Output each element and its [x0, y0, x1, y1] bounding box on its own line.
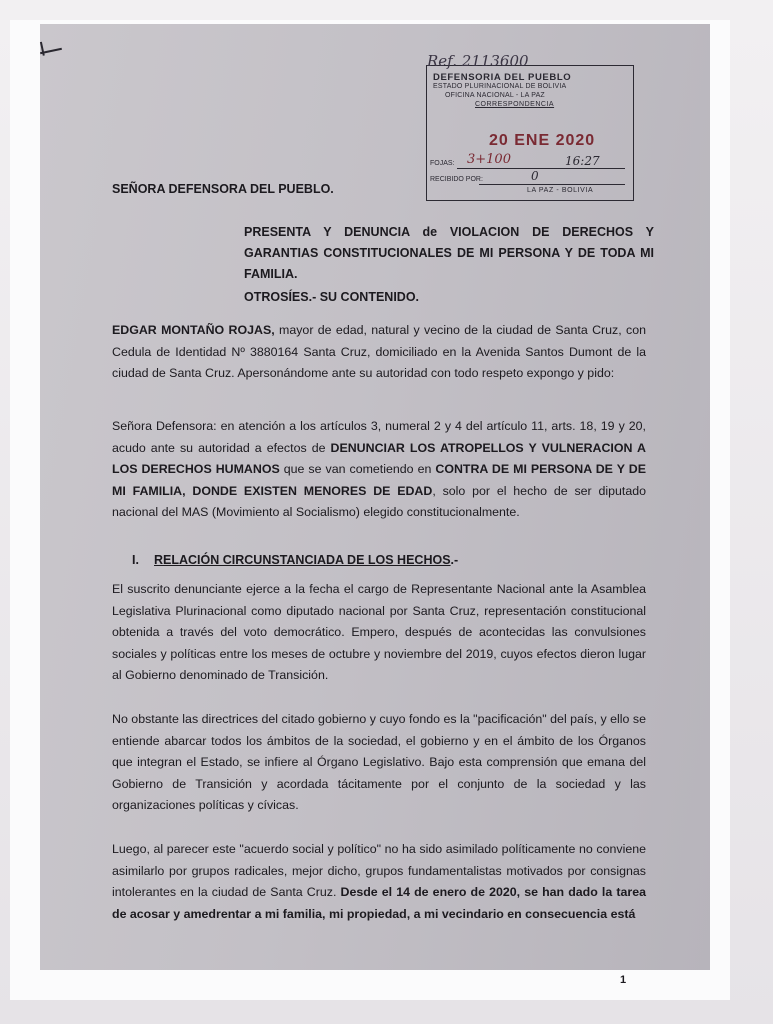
- subject-rest: VIOLACION DE DERECHOS Y GARANTIAS CONSTITUCIONALES DE MI PERSONA Y DE TODA MI FAMILIA.: [244, 225, 654, 281]
- paragraph-identity: [112, 320, 646, 385]
- request-text-2: que se van cometiendo en: [279, 462, 436, 477]
- stamp-state: ESTADO PLURINACIONAL DE BOLIVIA: [433, 83, 567, 90]
- paragraph-facts-1: El suscrito denunciante ejerce a la fecha el cargo de Representante Nacional ante la Asamblea Legislativa Plurinacional como diputado nacional por Santa Cruz, representación constitucional obtenida a través del voto democrático. Empero, después de acontecidas las convulsiones sociales y políticas entre los meses de octubre y noviembre del 2019, cuyos efectos dieron lugar al Gobierno denominado de Transición.: [112, 582, 646, 683]
- stamp-fojas-label: FOJAS:: [430, 160, 455, 167]
- request-bold-2: CONTRA DE MI PERSONA DE Y DE MI FAMILIA, DONDE EXISTEN MENORES DE EDAD: [112, 462, 646, 498]
- paragraph-request: [112, 416, 646, 524]
- facts-3-text: Luego, al parecer este "acuerdo social y político" no ha sido asimilado políticamente no conviene asimilarlo por grupos radicales, mejor dicho, grupos fundamentalistas motivados por consignas intolerantes en la ciudad de Santa Cruz.: [112, 842, 646, 900]
- complainant-name: EDGAR MONTAÑO ROJAS,: [112, 323, 275, 337]
- stamp-institution: DEFENSORIA DEL PUEBLO: [433, 72, 572, 83]
- subject-pre: PRESENTA Y DENUNCIA: [244, 225, 410, 239]
- request-text-3: , solo por el hecho de ser diputado nacional del MAS (Movimiento al Socialismo) elegido constitucionalmente.: [112, 483, 647, 520]
- stamp-fojas-value: 3+100: [467, 152, 511, 167]
- facts-3-bold: Desde el 14 de enero de 2020, se han dado la tarea de acosar y amedrentar a mi familia, mi propiedad, a mi vecindario en consecuencia está: [112, 885, 646, 921]
- stamp-dept: CORRESPONDENCIA: [475, 101, 555, 108]
- document-body: [40, 24, 710, 986]
- page-number: 1: [620, 974, 627, 986]
- paragraph-facts-2: No obstante las directrices del citado gobierno y cuyo fondo es la "pacificación" del país, y ello se entiende abarcar todos los ámbitos de la sociedad, el gobierno y en el ámbito de los Órganos que integran el Estado, se infiere al Órgano Legislativo. Bajo esta comprensión que emana del Gobierno de Transición y acordada tácitamente por el conjunto de la sociedad y las organizaciones políticas y cívicas.: [112, 712, 646, 813]
- stamp-office: OFICINA NACIONAL - LA PAZ: [445, 92, 545, 99]
- document-page: [40, 24, 710, 986]
- stamp-recibido-value: 0: [531, 169, 539, 183]
- section-suffix: .-: [450, 553, 459, 567]
- addressee: SEÑORA DEFENSORA DEL PUEBLO.: [112, 182, 334, 196]
- stamp-date: 20 ENE 2020: [489, 132, 596, 149]
- section-number: I.: [132, 553, 139, 567]
- stamp-recibido-label: RECIBIDO POR:: [430, 176, 483, 183]
- request-bold-1: DENUNCIAR LOS ATROPELLOS Y VULNERACION A LOS DERECHOS HUMANOS: [112, 440, 646, 477]
- otrosies-line: OTROSÍES.- SU CONTENIDO.: [244, 290, 420, 304]
- handwritten-reference: Ref. 2113600: [427, 52, 529, 70]
- paragraph-facts-3: [112, 839, 646, 925]
- subject-block: [244, 222, 654, 285]
- subject-de: de: [422, 225, 438, 239]
- paragraph-identity-text: mayor de edad, natural y vecino de la ciudad de Santa Cruz, con Cedula de Identidad Nº 3880164 Santa Cruz, domiciliado en la Avenida Santos Dumont de la ciudad de Santa Cruz. Apersonándome ante su autoridad con todo respeto expongo y pido:: [112, 323, 646, 381]
- request-text-1: Señora Defensora: en atención a los artículos 3, numeral 2 y 4 del artículo 11, arts. 18, 19 y 20, acudo ante su autoridad a efectos de: [112, 419, 646, 455]
- section-title: RELACIÓN CIRCUNSTANCIADA DE LOS HECHOS: [154, 553, 451, 567]
- stamp-fojas-number: 16:27: [565, 154, 600, 168]
- stamp-place: LA PAZ - BOLIVIA: [527, 187, 594, 194]
- section-heading: [132, 553, 458, 567]
